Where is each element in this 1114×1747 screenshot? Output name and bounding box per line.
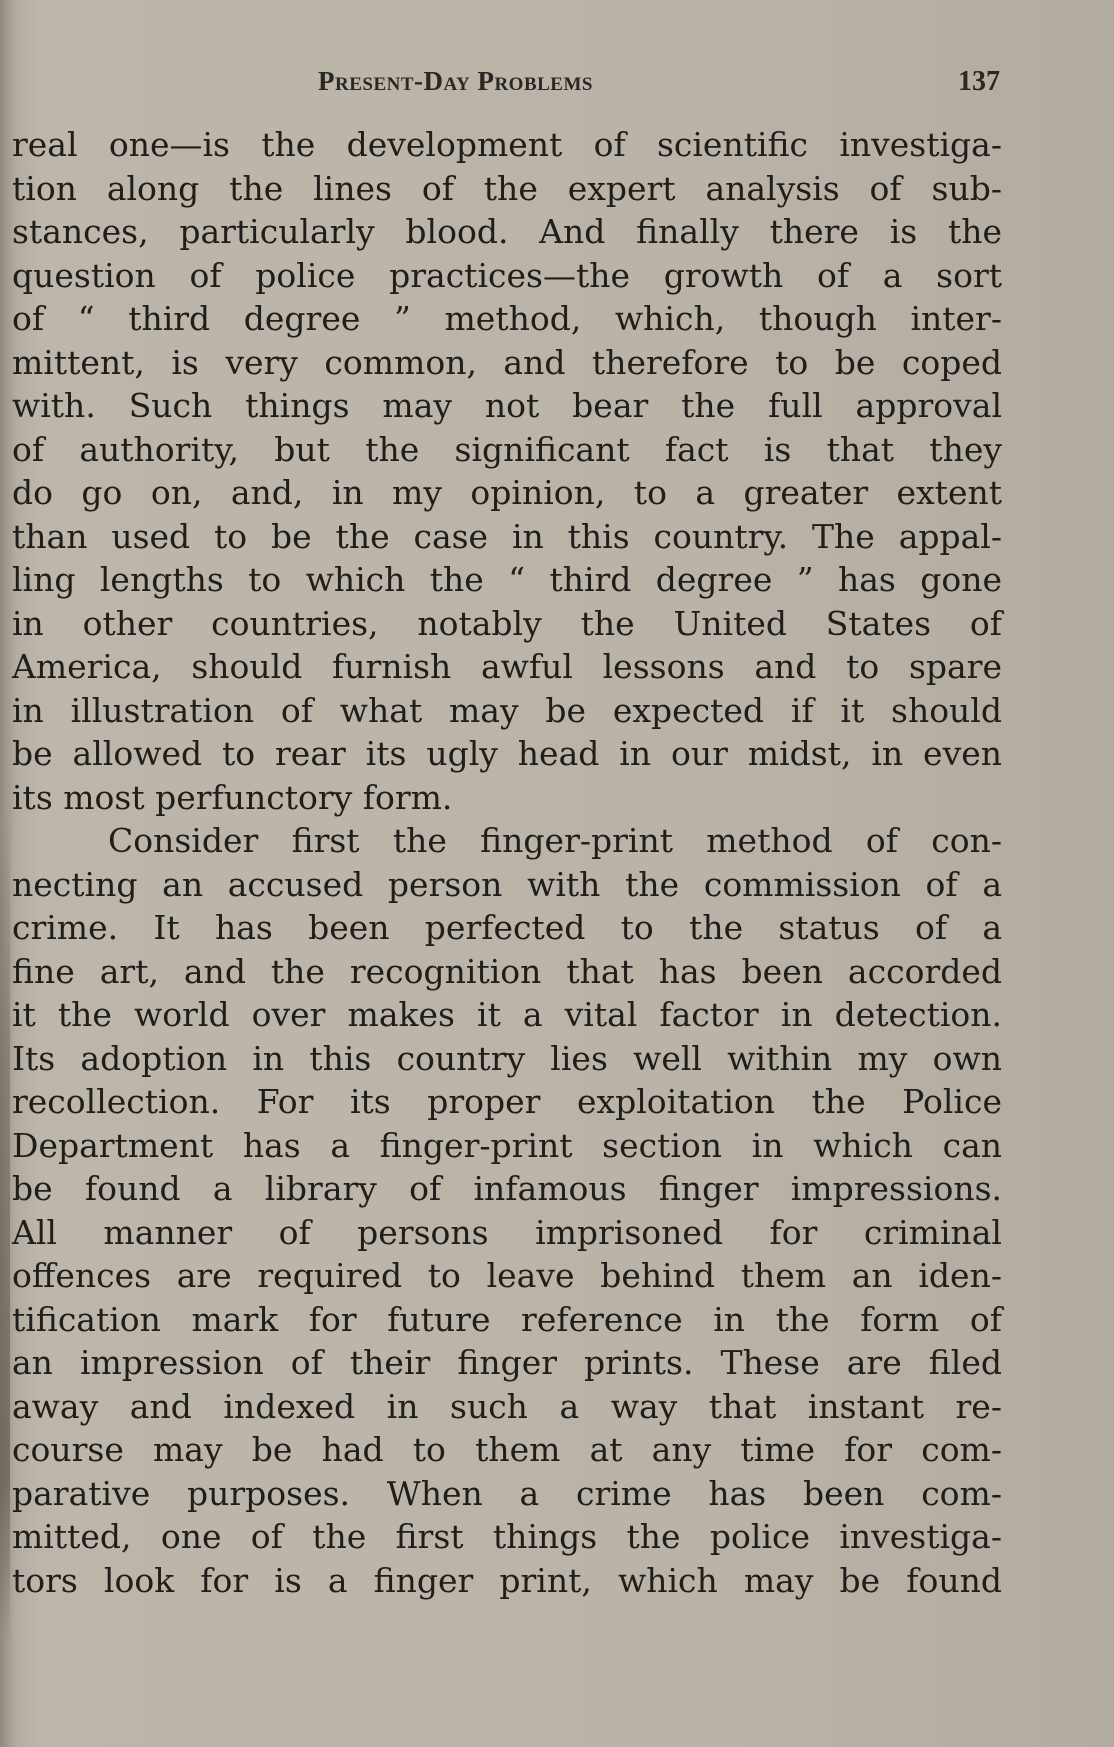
text-line: ling lengths to which the “ third degree ” has gone (12, 560, 1002, 599)
text-line: fine art, and the recognition that has been accorded (12, 951, 1002, 991)
text-line: real one—is the development of scientific investiga- (12, 125, 1002, 164)
page-gutter-shadow (0, 820, 10, 1640)
running-title: Present-Day Problems (318, 66, 593, 96)
text-line: be allowed to rear its ugly head in our midst, in even (12, 734, 1002, 773)
text-line: do go on, and, in my opinion, to a greater extent (12, 473, 1002, 512)
text-line: tion along the lines of the expert analysis of sub- (12, 168, 1002, 208)
text-line: away and indexed in such a way that instant re- (12, 1386, 1002, 1426)
text-line: All manner of persons imprisoned for criminal (12, 1212, 1002, 1252)
text-line: necting an accused person with the commission of a (12, 864, 1002, 904)
text-line: question of police practices—the growth of a sort (12, 255, 1002, 295)
text-line: tors look for is a finger print, which may be found (12, 1560, 1002, 1600)
text-line: mitted, one of the first things the police investiga- (12, 1517, 1002, 1556)
text-line: Its adoption in this country lies well within my own (12, 1038, 1002, 1078)
text-line: stances, particularly blood. And finally there is the (12, 212, 1002, 251)
text-line: Department has a finger-print section in which can (12, 1125, 1002, 1165)
text-line: offences are required to leave behind them an iden- (12, 1256, 1002, 1295)
text-line: recollection. For its proper exploitation the Police (12, 1082, 1002, 1121)
text-line: its most perfunctory form. (12, 777, 453, 817)
body-text (12, 123, 1002, 1602)
text-line: parative purposes. When a crime has been com- (12, 1473, 1002, 1513)
text-line: be found a library of infamous finger impressions. (12, 1169, 1002, 1208)
text-line: Consider first the finger-print method of con- (108, 821, 1002, 860)
text-line: an impression of their finger prints. These are filed (12, 1343, 1002, 1382)
text-line: mittent, is very common, and therefore to be coped (12, 342, 1002, 382)
text-line: of authority, but the significant fact is that they (12, 429, 1002, 469)
text-line: America, should furnish awful lessons and to spare (12, 647, 1002, 686)
page-number: 137 (958, 66, 1000, 97)
text-line: tification mark for future reference in the form of (12, 1299, 1002, 1339)
text-line: with. Such things may not bear the full approval (12, 386, 1002, 425)
page-header (300, 64, 1000, 104)
text-line: in other countries, notably the United States of (12, 603, 1002, 643)
text-line: of “ third degree ” method, which, though inter- (12, 299, 1002, 338)
text-line: in illustration of what may be expected if it should (12, 690, 1002, 730)
text-line: than used to be the case in this country. The appal- (12, 516, 1002, 556)
text-line: crime. It has been perfected to the status of a (12, 908, 1002, 947)
text-line: course may be had to them at any time for com- (12, 1430, 1002, 1469)
text-line: it the world over makes it a vital factor in detection. (12, 995, 1002, 1034)
